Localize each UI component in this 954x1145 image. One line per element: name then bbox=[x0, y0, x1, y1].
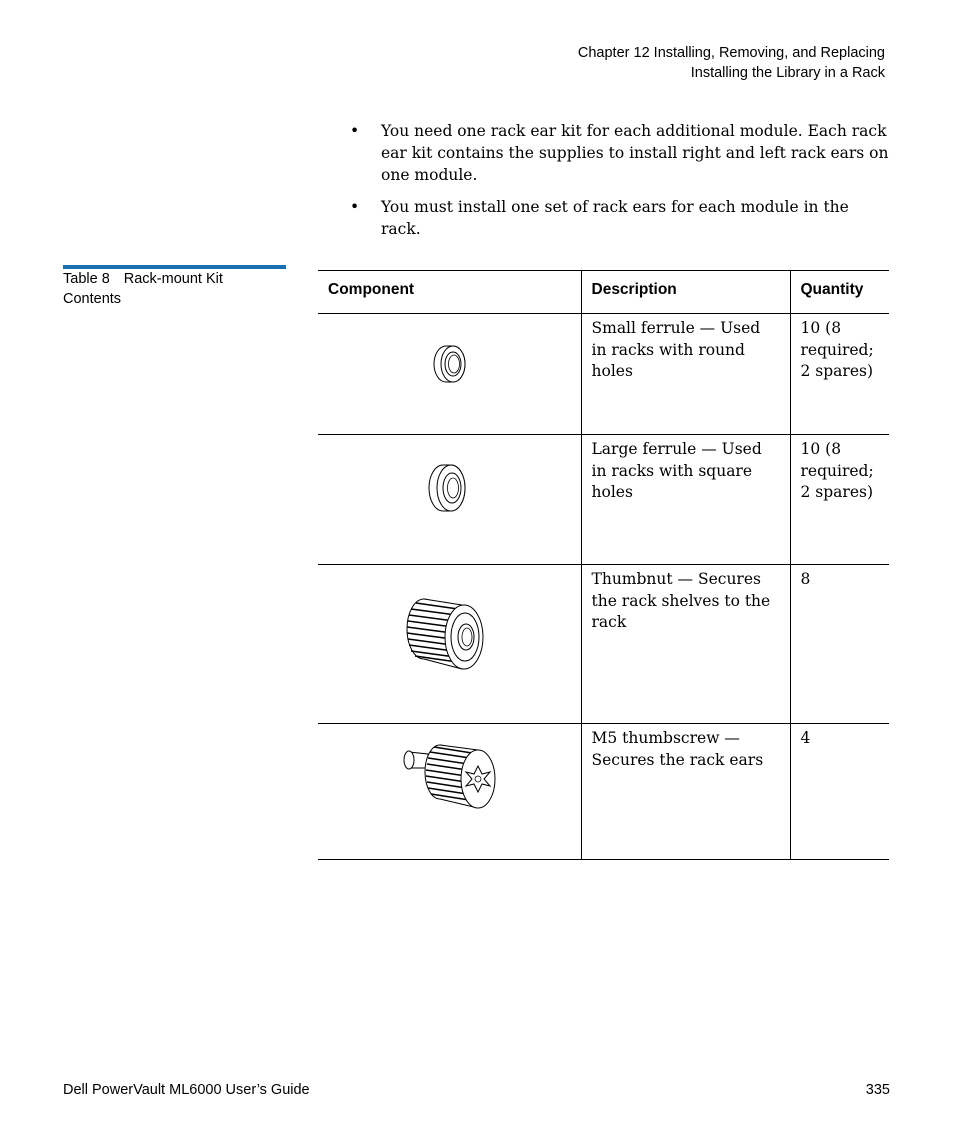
bullet-dot: • bbox=[350, 198, 360, 216]
bullet-list bbox=[348, 120, 893, 250]
running-header-section: Installing the Library in a Rack bbox=[690, 65, 885, 81]
running-header-chapter: Chapter 12 Installing, Removing, and Replacing bbox=[577, 45, 885, 61]
table-row bbox=[318, 724, 889, 860]
description-cell: M5 thumbscrew — Secures the rack ears bbox=[581, 724, 790, 860]
footer-title: Dell PowerVault ML6000 User’s Guide bbox=[63, 1082, 310, 1098]
bullet-dot: • bbox=[350, 122, 360, 140]
caption-number: Table 8 bbox=[63, 271, 110, 287]
table-header-row bbox=[318, 271, 889, 314]
component-cell bbox=[318, 724, 581, 860]
component-cell bbox=[318, 314, 581, 435]
caption-title: Rack-mount Kit Contents bbox=[63, 271, 223, 307]
column-header-component: Component bbox=[328, 281, 415, 298]
table-caption bbox=[63, 269, 263, 309]
component-cell bbox=[318, 435, 581, 565]
bullet-item bbox=[348, 120, 893, 186]
rack-mount-kit-table bbox=[318, 270, 889, 860]
description-cell: Small ferrule — Used in racks with round holes bbox=[581, 314, 790, 435]
m5-thumbscrew-illustration bbox=[394, 736, 504, 816]
component-cell bbox=[318, 565, 581, 724]
large-ferrule-illustration bbox=[409, 455, 489, 521]
column-header-quantity: Quantity bbox=[790, 271, 889, 314]
small-ferrule-illustration bbox=[409, 334, 489, 394]
quantity-cell: 4 bbox=[790, 724, 889, 860]
quantity-cell: 10 (8 required; 2 spares) bbox=[790, 435, 889, 565]
bullet-text: You must install one set of rack ears for each module in the rack. bbox=[381, 198, 849, 238]
description-cell: Large ferrule — Used in racks with square holes bbox=[581, 435, 790, 565]
table-row bbox=[318, 435, 889, 565]
description-cell: Thumbnut — Secures the rack shelves to the rack bbox=[581, 565, 790, 724]
bullet-item bbox=[348, 196, 893, 240]
quantity-cell: 8 bbox=[790, 565, 889, 724]
bullet-text: You need one rack ear kit for each additional module. Each rack ear kit contains the supplies to install right and left rack ears on one module. bbox=[381, 122, 889, 184]
page-number: 335 bbox=[865, 1082, 890, 1098]
quantity-cell: 10 (8 required; 2 spares) bbox=[790, 314, 889, 435]
table-row bbox=[318, 314, 889, 435]
thumbnut-illustration bbox=[394, 585, 504, 685]
column-header-description: Description bbox=[581, 271, 790, 314]
table-row bbox=[318, 565, 889, 724]
